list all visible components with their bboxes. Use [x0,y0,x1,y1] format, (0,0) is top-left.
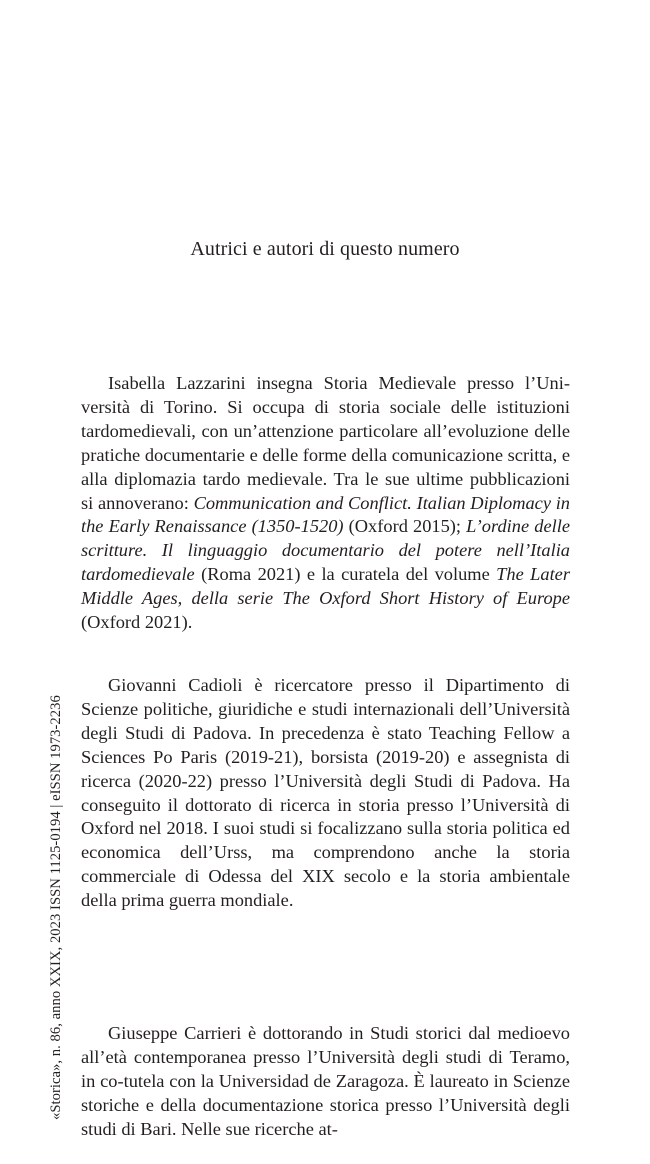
bio-title-italic: Communication and Conflict. Italian Diplomacy in the Early Renaissance (1350-1520) [81,492,570,537]
author-bio-carrieri [81,1022,570,1142]
journal-running-head: «Storica», n. 86, anno XXIX, 2023 ISSN 1125-0194 | eISSN 1973-2236 [48,695,64,1120]
bio-text: Giovanni Cadioli è ricercatore presso il Dipartimento di Scienze politiche, giuridiche e studi internazionali dell’Università degli Studi di Padova. In precedenza è stato Teaching Fellow a Sciences Po Paris (2019-21), borsista (2019-20) e assegnista di ricerca (2020-22) presso l’Università degli Studi di Padova. Ha conseguito il dottorato di ricerca in storia presso l’Università di Oxford nel 2018. I suoi studi si focalizzano sulla storia politica ed economica dell’Urss, ma comprendono anche la storia commerciale di Odessa del XIX secolo e la storia ambientale della prima guerra mondiale. [81,675,570,911]
bio-text: (Oxford 2015); [343,516,467,537]
bio-text: Giuseppe Carrieri è dottorando in Studi storici dal medioevo all’età contemporanea presso l’Università degli studi di Teramo, in co-tutela con la Universidad de Zaragoza. È laureato in Scienze storiche e della documentazione storica presso l’Università degli studi di Bari. Nelle sue ricerche at- [81,1023,570,1139]
bio-text: (Oxford 2021). [81,612,193,633]
bio-title-italic: The Later Middle Ages, della serie The Oxford Short History of Europe [81,564,570,609]
page-title: Autrici e autori di questo numero [190,238,460,260]
author-bio-cadioli [81,674,570,913]
bio-text: (Roma 2021) e la curatela del volume [194,564,497,585]
bio-title-italic: L’ordine delle scritture. Il linguaggio documentario del potere nell’Italia tardomedievale [81,516,570,585]
author-bio-lazzarini [81,372,570,635]
bio-text: Isabella Lazzarini insegna Storia Medievale presso l’Università di Torino. Si occupa di storia sociale delle istituzioni tardomedievali, con un’attenzione particolare all’evoluzione delle pratiche documentarie e delle forme della comunicazione scritta, e alla diplomazia tardo medievale. Tra le sue ultime pubblicazioni si annoverano: [81,373,570,513]
